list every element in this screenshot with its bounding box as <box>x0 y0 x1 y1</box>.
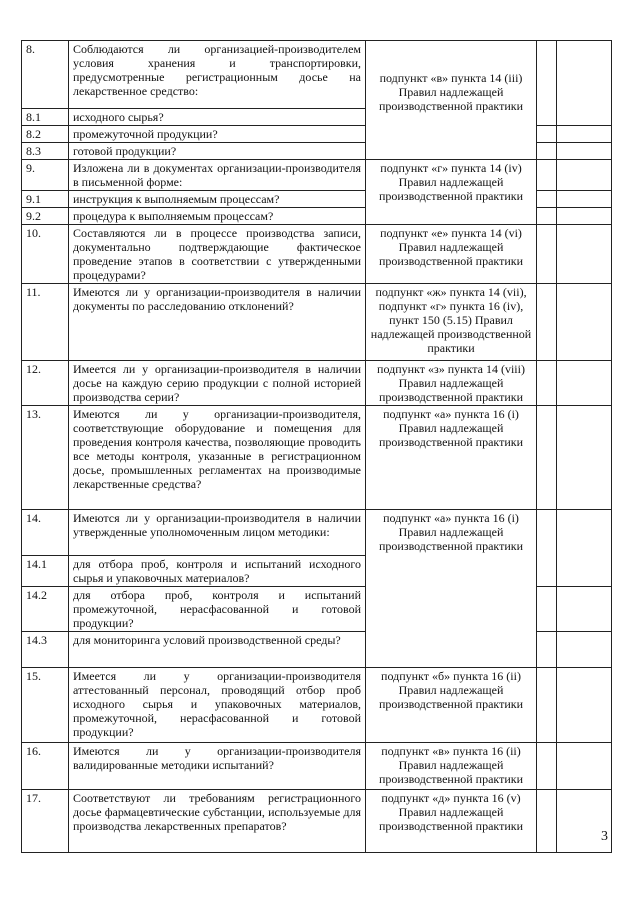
answer-cell <box>537 41 557 126</box>
row-number: 17. <box>22 790 69 853</box>
note-cell <box>557 225 612 284</box>
answer-cell <box>537 191 557 208</box>
row-number: 9. <box>22 160 69 191</box>
reference-text: подпункт «а» пункта 16 (i) Правил надлежащей производственной практики <box>366 406 537 510</box>
answer-cell <box>537 668 557 743</box>
answer-cell <box>537 632 557 668</box>
row-number: 8. <box>22 41 69 109</box>
reference-text: подпункт «з» пункта 14 (viii) Правил надлежащей производственной практики <box>366 361 537 406</box>
table-row <box>22 361 612 406</box>
question-text: Соответствуют ли требованиям регистрационного досье фармацевтические субстанции, используемые для производства лекарственных препаратов? <box>69 790 366 853</box>
table-row <box>22 668 612 743</box>
row-number: 15. <box>22 668 69 743</box>
note-cell <box>557 208 612 225</box>
answer-cell <box>537 208 557 225</box>
note-cell <box>557 143 612 160</box>
row-number: 10. <box>22 225 69 284</box>
table-row <box>22 743 612 790</box>
question-text: процедура к выполняемым процессам? <box>69 208 366 225</box>
reference-text: подпункт «ж» пункта 14 (vii), подпункт «г» пункта 16 (iv), пункт 150 (5.15) Правил надлежащей производственной практики <box>366 284 537 361</box>
answer-cell <box>537 160 557 191</box>
row-number: 9.1 <box>22 191 69 208</box>
answer-cell <box>537 406 557 510</box>
question-text: готовой продукции? <box>69 143 366 160</box>
answer-cell <box>537 587 557 632</box>
note-cell <box>557 510 612 587</box>
question-text: для отбора проб, контроля и испытаний промежуточной, нерасфасованной и готовой продукции? <box>69 587 366 632</box>
note-cell <box>557 126 612 143</box>
reference-text: подпункт «в» пункта 14 (iii) Правил надлежащей производственной практики <box>366 41 537 160</box>
page-number: 3 <box>601 829 608 844</box>
question-text: Соблюдаются ли организацией-производителем условия хранения и транспортировки, предусмотренные регистрационным досье на лекарственное средство: <box>69 41 366 109</box>
reference-text: подпункт «д» пункта 16 (v) Правил надлежащей производственной практики <box>366 790 537 853</box>
row-number: 12. <box>22 361 69 406</box>
checklist-table <box>21 40 612 853</box>
reference-text: подпункт «г» пункта 14 (iv) Правил надлежащей производственной практики <box>366 160 537 225</box>
note-cell <box>557 41 612 126</box>
question-text: Имеются ли у организации-производителя, соответствующие оборудование и помещения для проведения контроля качества, позволяющие проводить все методы контроля, указанные в регистрационном досье, промышленных регламентах на производимые лекарственные средства? <box>69 406 366 510</box>
question-text: Имеются ли у организации-производителя валидированные методики испытаний? <box>69 743 366 790</box>
question-text: Составляются ли в процессе производства записи, документально подтверждающие фактическое проведение этапов в соответствии с утвержденными процедурами? <box>69 225 366 284</box>
table-row <box>22 225 612 284</box>
table-row <box>22 406 612 510</box>
row-number: 9.2 <box>22 208 69 225</box>
table-row <box>22 790 612 853</box>
row-number: 14.2 <box>22 587 69 632</box>
answer-cell <box>537 143 557 160</box>
question-text: Изложена ли в документах организации-производителя в письменной форме: <box>69 160 366 191</box>
reference-text: подпункт «е» пункта 14 (vi) Правил надлежащей производственной практики <box>366 225 537 284</box>
table-row <box>22 41 612 109</box>
question-text: Имеются ли у организации-производителя в наличии документы по расследованию отклонений? <box>69 284 366 361</box>
table-row <box>22 284 612 361</box>
note-cell <box>557 361 612 406</box>
row-number: 13. <box>22 406 69 510</box>
question-text: для мониторинга условий производственной среды? <box>69 632 366 668</box>
answer-cell <box>537 284 557 361</box>
reference-text: подпункт «б» пункта 16 (ii) Правил надлежащей производственной практики <box>366 668 537 743</box>
question-text: промежуточной продукции? <box>69 126 366 143</box>
answer-cell <box>537 743 557 790</box>
question-text: для отбора проб, контроля и испытаний исходного сырья и упаковочных материалов? <box>69 556 366 587</box>
question-text: Имеются ли у организации-производителя в наличии утвержденные уполномоченным лицом методики: <box>69 510 366 556</box>
row-number: 8.1 <box>22 109 69 126</box>
note-cell <box>557 668 612 743</box>
question-text: Имеется ли у организации-производителя аттестованный персонал, проводящий отбор проб исходного сырья и упаковочных материалов, промежуточной, нерасфасованной и готовой продукции? <box>69 668 366 743</box>
answer-cell <box>537 510 557 587</box>
answer-cell <box>537 126 557 143</box>
reference-text: подпункт «в» пункта 16 (ii) Правил надлежащей производственной практики <box>366 743 537 790</box>
note-cell <box>557 406 612 510</box>
note-cell <box>557 632 612 668</box>
answer-cell <box>537 225 557 284</box>
note-cell <box>557 160 612 191</box>
row-number: 11. <box>22 284 69 361</box>
row-number: 16. <box>22 743 69 790</box>
row-number: 14. <box>22 510 69 556</box>
row-number: 8.3 <box>22 143 69 160</box>
row-number: 14.1 <box>22 556 69 587</box>
answer-cell <box>537 361 557 406</box>
note-cell <box>557 743 612 790</box>
row-number: 8.2 <box>22 126 69 143</box>
table-row <box>22 160 612 191</box>
note-cell <box>557 284 612 361</box>
table-row <box>22 510 612 556</box>
reference-text: подпункт «а» пункта 16 (i) Правил надлежащей производственной практики <box>366 510 537 668</box>
question-text: исходного сырья? <box>69 109 366 126</box>
row-number: 14.3 <box>22 632 69 668</box>
question-text: инструкция к выполняемым процессам? <box>69 191 366 208</box>
note-cell <box>557 587 612 632</box>
answer-cell <box>537 790 557 853</box>
question-text: Имеется ли у организации-производителя в наличии досье на каждую серию продукции с полной историей производства серии? <box>69 361 366 406</box>
note-cell <box>557 191 612 208</box>
